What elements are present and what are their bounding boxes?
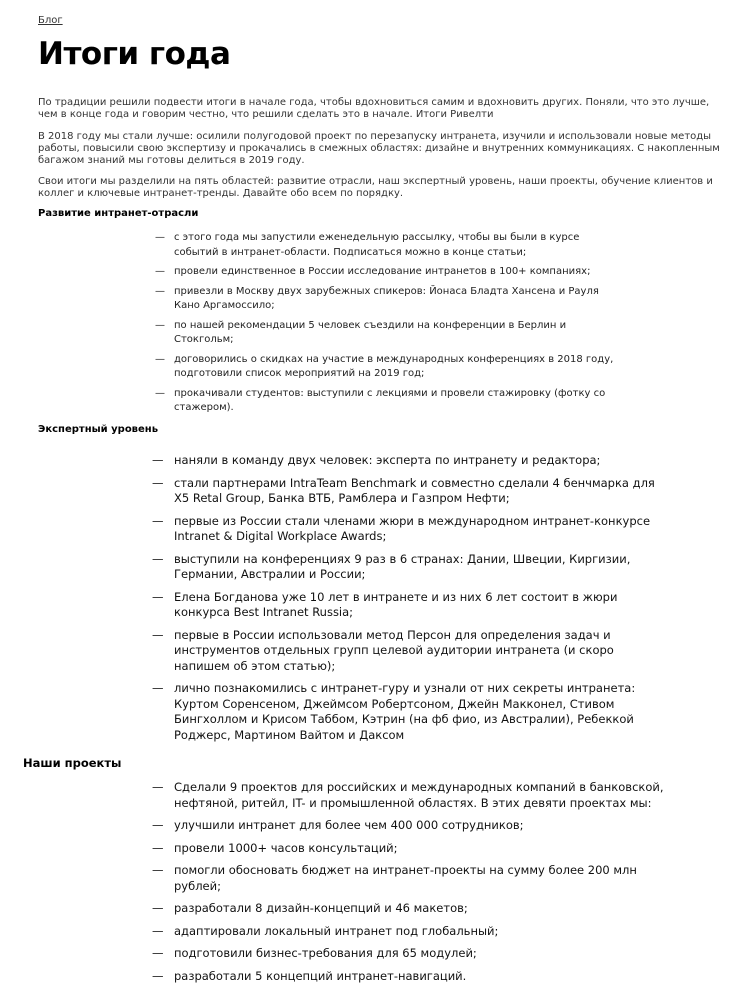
dash-bullet: — — [155, 232, 165, 243]
list-item — [152, 901, 672, 917]
dash-bullet: — — [152, 589, 164, 604]
list-item — [155, 387, 615, 416]
dash-bullet: — — [152, 681, 164, 695]
dash-bullet: — — [152, 901, 164, 915]
list-item-text: с этого года мы запустили еженедельную рассылку, чтобы вы были в курсе событий в интранет-области. Подписаться можно в конце статьи; — [174, 232, 580, 258]
list-item — [152, 552, 672, 583]
list-item-text: первые в России использовали метод Персон для определения задач и инструментов отдельных групп целевой аудитории интранета (и скоро напишем об этом статью); — [174, 627, 614, 673]
industry-list — [155, 231, 615, 421]
list-item — [152, 841, 672, 857]
list-item-text: привезли в Москву двух зарубежных спикеров: Йонаса Бладта Хансена и Рауля Кано Аргамоссило; — [174, 285, 599, 311]
list-item — [152, 628, 672, 675]
list-item — [152, 780, 672, 811]
section-heading-projects: Наши проекты — [23, 756, 122, 770]
dash-bullet: — — [152, 780, 164, 794]
expertise-list — [152, 453, 672, 750]
dash-bullet: — — [155, 319, 165, 331]
page-title: Итоги года — [38, 36, 231, 72]
intro-paragraph-1: По традиции решили подвести итоги в начале года, чтобы вдохновиться самим и вдохновить других. Поняли, что это лучше, чем в конце года и говорим честно, что решили сделать это в начале. Итоги Ривелти — [38, 97, 710, 120]
dash-bullet: — — [152, 475, 164, 490]
list-item — [152, 969, 672, 985]
list-item — [155, 319, 615, 348]
dash-bullet: — — [152, 863, 164, 877]
list-item-text: прокачивали студентов: выступили с лекциями и провели стажировку (фотку со стажером). — [174, 387, 606, 413]
list-item-text: адаптировали локальный интранет под глобальный; — [174, 923, 499, 938]
dash-bullet: — — [152, 946, 164, 960]
list-item — [152, 590, 672, 621]
section-heading-industry: Развитие интранет-отрасли — [38, 208, 199, 219]
list-item — [155, 353, 615, 382]
dash-bullet: — — [152, 840, 164, 855]
list-item-text: Елена Богданова уже 10 лет в интранете и из них 6 лет состоит в жюри конкурса Best Intranet Russia; — [174, 589, 618, 619]
list-item-text: Сделали 9 проектов для российских и международных компаний в банковской, нефтяной, ритейл, IT- и промышленной областях. В этих девяти проектах мы: — [174, 780, 664, 810]
list-item — [152, 681, 672, 743]
intro-paragraph-3: Свои итоги мы разделили на пять областей: развитие отрасли, наш экспертный уровень, наши проекты, обучение клиентов и коллег и ключевые интранет-тренды. Давайте обо всем по порядку. — [38, 176, 713, 199]
dash-bullet: — — [155, 285, 165, 297]
list-item-text: наняли в команду двух человек: эксперта по интранету и редактора; — [174, 453, 601, 467]
dash-bullet: — — [152, 551, 164, 566]
list-item — [152, 476, 672, 507]
list-item-text: помогли обосновать бюджет на интранет-проекты на сумму более 200 млн рублей; — [174, 863, 637, 893]
list-item-text: разработали 8 дизайн-концепций и 46 макетов; — [174, 901, 468, 915]
list-item — [155, 285, 615, 314]
projects-list — [152, 780, 672, 991]
dash-bullet: — — [152, 968, 164, 983]
dash-bullet: — — [152, 818, 164, 832]
dash-bullet: — — [152, 923, 164, 938]
list-item-text: договорились о скидках на участие в международных конференциях в 2018 году, подготовили список мероприятий на 2019 год; — [174, 353, 614, 379]
list-item — [152, 818, 672, 834]
dash-bullet: — — [152, 453, 164, 467]
list-item-text: провели единственное в России исследование интранетов в 100+ компаниях; — [174, 266, 591, 277]
list-item — [155, 231, 615, 260]
list-item-text: стали партнерами IntraTeam Benchmark и совместно сделали 4 бенчмарка для X5 Retal Group, Банка ВТБ, Рамблера и Газпром Нефти; — [174, 475, 655, 505]
intro-paragraph-2: В 2018 году мы стали лучше: осилили полугодовой проект по перезапуску интранета, изучили и использовали новые методы работы, повысили свою экспертизу и прокачались в смежных областях: дизайне и внутренних коммуникациях. С накопленным багажом знаний мы готовы делиться в 2019 году. — [38, 131, 720, 166]
list-item — [155, 265, 615, 280]
dash-bullet: — — [155, 387, 165, 399]
section-heading-expertise: Экспертный уровень — [38, 424, 159, 435]
list-item — [152, 514, 672, 545]
list-item — [152, 453, 672, 469]
list-item-text: лично познакомились с интранет-гуру и узнали от них секреты интранета: Куртом Соренсеном, Джеймсом Робертсоном, Джейн Макконел, Стивом Бингхоллом и Крисом Таббом, Кэтрин (на фб фио, из Австралии), Ребеккой Роджерс, Мартином Вайтом и Даксом — [174, 681, 636, 742]
list-item-text: выступили на конференциях 9 раз в 6 странах: Дании, Швеции, Киргизии, Германии, Австралии и России; — [174, 551, 631, 581]
list-item-text: подготовили бизнес-требования для 65 модулей; — [174, 946, 477, 960]
dash-bullet: — — [155, 353, 165, 365]
list-item-text: разработали 5 концепций интранет-навигаций. — [174, 968, 467, 983]
list-item-text: первые из России стали членами жюри в международном интранет-конкурсе Intranet & Digital Workplace Awards; — [174, 513, 651, 543]
dash-bullet: — — [155, 266, 165, 277]
list-item-text: по нашей рекомендации 5 человек съездили на конференции в Берлин и Стокгольм; — [174, 319, 567, 345]
list-item — [152, 863, 672, 894]
breadcrumb-blog-link[interactable]: Блог — [38, 15, 63, 26]
list-item — [152, 946, 672, 962]
list-item-text: провели 1000+ часов консультаций; — [174, 840, 398, 855]
list-item — [152, 924, 672, 940]
dash-bullet: — — [152, 627, 164, 642]
list-item-text: улучшили интранет для более чем 400 000 сотрудников; — [174, 818, 524, 832]
dash-bullet: — — [152, 513, 164, 528]
